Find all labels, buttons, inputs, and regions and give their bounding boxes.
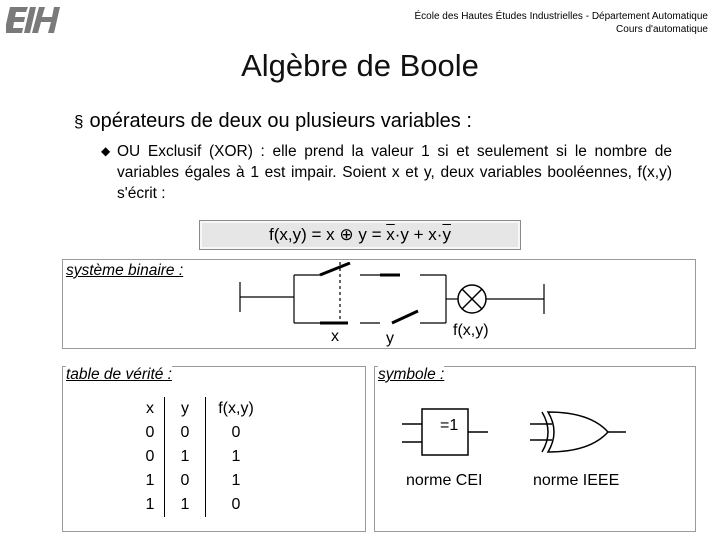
formula-middle: ·y + x· bbox=[394, 225, 443, 244]
cell-y: 1 bbox=[165, 445, 206, 469]
cell-f: 1 bbox=[206, 445, 267, 469]
table-row bbox=[136, 493, 266, 517]
table-header-row bbox=[136, 397, 266, 421]
definition-bold: OU Exclusif (XOR) : elle prend la valeur 1 si et seulement si le nombre de variables égales à 1 est impair. bbox=[117, 143, 672, 181]
cell-f: 1 bbox=[206, 469, 267, 493]
formula-lhs: f(x,y) = x ⊕ y = bbox=[269, 225, 387, 244]
ieee-caption: norme IEEE bbox=[533, 472, 620, 489]
header-f: f(x,y) bbox=[206, 397, 267, 421]
cell-x: 1 bbox=[145, 472, 155, 489]
switch-x-label: x bbox=[331, 328, 339, 345]
ieee-xor-gate-symbol bbox=[528, 408, 628, 456]
truth-table bbox=[136, 397, 266, 517]
header-y: y bbox=[165, 397, 206, 421]
switch-y-label: y bbox=[386, 330, 394, 347]
truth-table-label: table de vérité : bbox=[66, 366, 172, 383]
square-bullet-icon: § bbox=[74, 112, 84, 131]
header-text bbox=[415, 10, 709, 36]
cell-x: 1 bbox=[145, 496, 155, 513]
table-row bbox=[136, 445, 266, 469]
xor-formula bbox=[199, 220, 521, 250]
slide-title: Algèbre de Boole bbox=[241, 48, 479, 83]
binary-system-label: système binaire : bbox=[66, 262, 184, 279]
subtitle bbox=[74, 110, 472, 133]
cell-x: 0 bbox=[145, 448, 155, 465]
cell-y: 1 bbox=[165, 493, 206, 517]
subtitle-text: opérateurs de deux ou plusieurs variables : bbox=[89, 110, 472, 132]
lamp-label: f(x,y) bbox=[453, 322, 489, 339]
xor-definition bbox=[101, 141, 672, 204]
header-line-1: École des Hautes Études Industrielles - Département Automatique bbox=[414, 11, 708, 22]
table-row bbox=[136, 469, 266, 493]
diamond-bullet-icon: ◆ bbox=[101, 144, 111, 158]
cell-y: 0 bbox=[165, 469, 206, 493]
cell-f: 0 bbox=[206, 421, 267, 445]
table-row bbox=[136, 421, 266, 445]
header-x: x bbox=[146, 400, 154, 417]
header-line-2: Cours d'automatique bbox=[616, 24, 708, 35]
cei-gate-text: =1 bbox=[440, 417, 459, 434]
cell-x: 0 bbox=[145, 424, 155, 441]
cei-caption: norme CEI bbox=[406, 472, 483, 489]
symbol-label: symbole : bbox=[378, 366, 445, 383]
cell-y: 0 bbox=[165, 421, 206, 445]
definition-rest: Soient x et y, deux variables booléennes, f(x,y) s'écrit : bbox=[117, 164, 672, 202]
cell-f: 0 bbox=[206, 493, 267, 517]
formula-y-bar: $\overline{y}$ bbox=[442, 225, 451, 244]
school-logo bbox=[6, 5, 66, 35]
formula-x-bar: $\overline{x}$ bbox=[386, 225, 395, 244]
